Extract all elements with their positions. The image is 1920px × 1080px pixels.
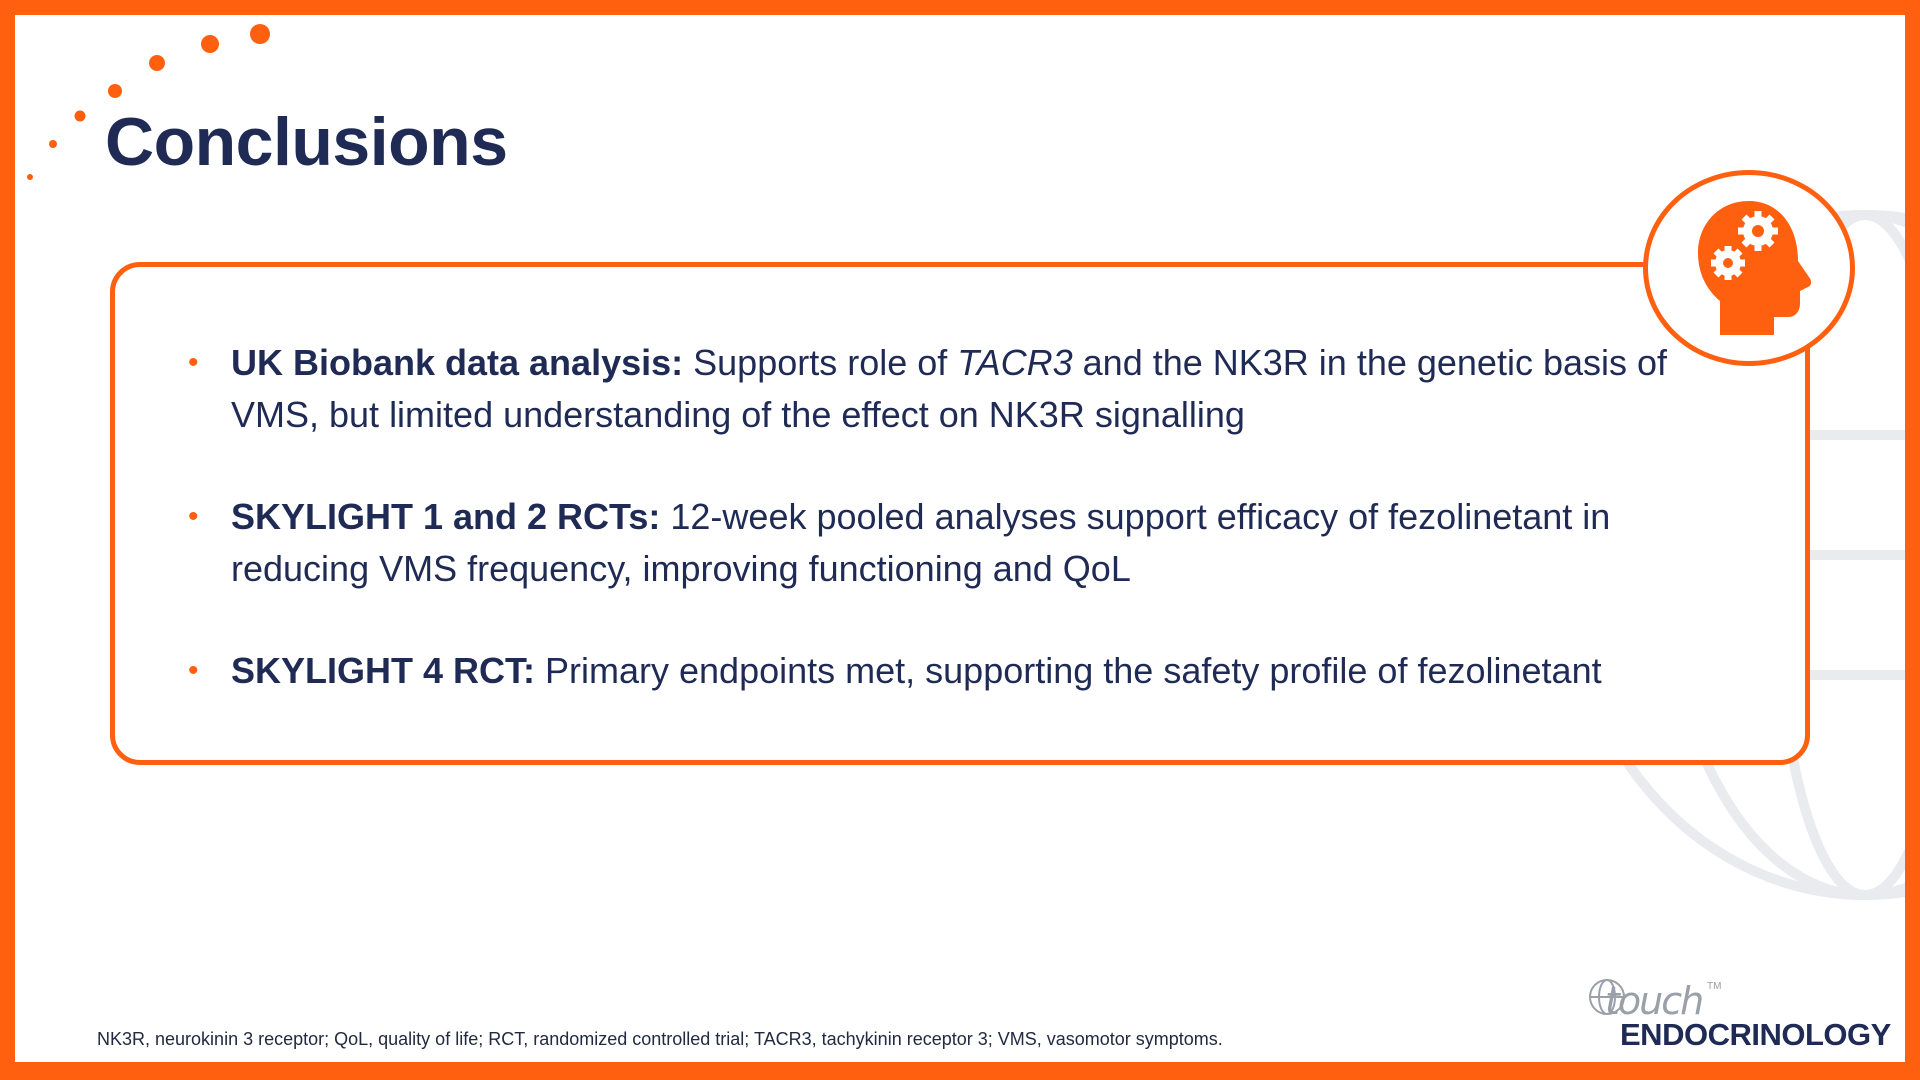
bullet-label: SKYLIGHT 1 and 2 RCTs: (231, 496, 661, 537)
icon-badge (1643, 170, 1855, 366)
bullet-dot-icon: • (188, 500, 199, 533)
touch-endocrinology-logo (1575, 975, 1895, 1055)
bullet-text: Supports role of (683, 342, 958, 383)
list-item (188, 491, 1748, 595)
bullet-text-continued: and the NK3R in the genetic basis of VMS, but limited understanding of the effect on NK3R signalling (231, 342, 1668, 435)
bullet-italic-text: TACR3 (957, 342, 1073, 383)
bullet-label: UK Biobank data analysis: (231, 342, 684, 383)
logo-trademark: TM (1707, 981, 1722, 992)
slide (15, 15, 1905, 1062)
bullet-dot-icon: • (188, 654, 199, 687)
logo-endocrinology-text: ENDOCRINOLOGY (1620, 1017, 1891, 1052)
bullet-dot-icon: • (188, 346, 199, 379)
bullet-list (188, 337, 1748, 747)
bullet-text: Primary endpoints met, supporting the safety profile of fezolinetant (535, 650, 1602, 691)
bullet-label: SKYLIGHT 4 RCT: (231, 650, 536, 691)
bullet-text: 12-week pooled analyses support efficacy of fezolinetant in reducing VMS frequency, improving functioning and QoL (231, 496, 1611, 589)
list-item (188, 337, 1748, 441)
conclusions-box (110, 262, 1810, 765)
logo-touch-text: touch (1605, 979, 1703, 1023)
list-item (188, 645, 1748, 697)
footnote: NK3R, neurokinin 3 receptor; QoL, quality of life; RCT, randomized controlled trial; TACR3, tachykinin receptor 3; VMS, vasomotor symptoms. (97, 1029, 1223, 1049)
head-with-gears-icon (1694, 195, 1812, 343)
page-title: Conclusions (105, 104, 508, 180)
